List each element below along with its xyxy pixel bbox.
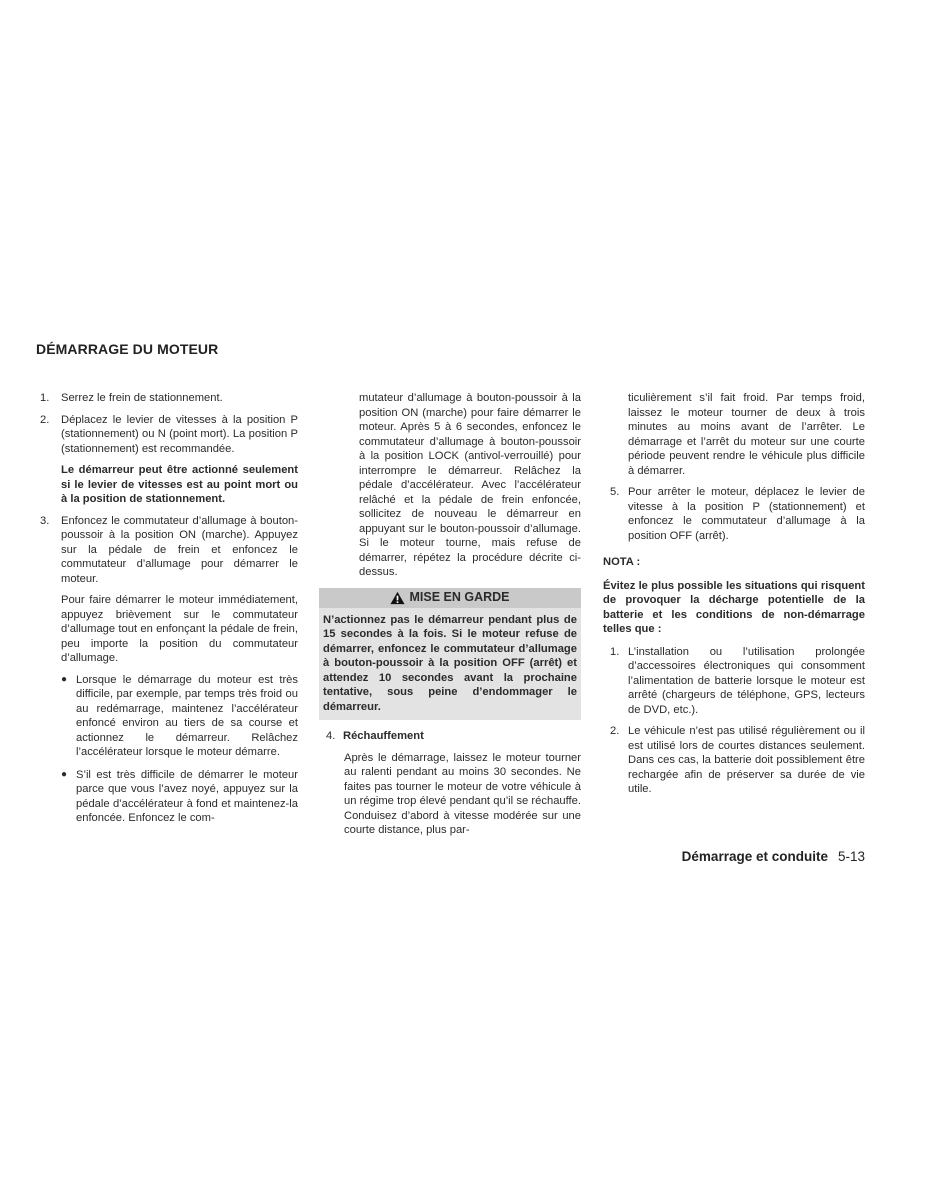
step-title: Réchauffement (343, 730, 424, 742)
step-2 (40, 413, 298, 457)
step-1 (40, 391, 298, 406)
step-number: 2. (40, 413, 50, 426)
continued-paragraph: mutateur d’allumage à bouton-poussoir à la position ON (marche) pour faire démarrer le moteur. Après 5 à 6 secondes, enfoncez le commutateur d’allumage à bouton-poussoir à la position LOCK (antivol-verrouillé) pour interrompre le démarreur. Relâchez la pédale d’accélérateur. Avec l’accélérateur relâché et la pédale de frein enfoncée, sollicitez de nouveau le démarreur en appuyant sur le bouton-poussoir d’allumage. Si le moteur tourne, mais refuse de démarrer, répétez la procédure décrite ci-dessus. (359, 392, 581, 578)
step-number: 4. (326, 730, 336, 742)
step-text: Pour arrêter le moteur, déplacez le levier de vitesse à la position P (stationnement) et enfoncez le commutateur d’allumage à la position OFF (arrêt). (628, 486, 865, 542)
step-text: Déplacez le levier de vitesses à la position P (stationnement) ou N (point mort). La position P (stationnement) est recommandée. (61, 413, 298, 455)
continued-paragraph: ticulièrement s’il fait froid. Par temps froid, laissez le moteur tourner de deux à trois minutes au moins avant de l’arrêter. Le démarrage et l’arrêt du moteur sur une courte période peuvent rendre le véhicule plus difficile à démarrer. (628, 392, 865, 477)
item-number: 1. (610, 645, 620, 658)
step-2-note: Le démarreur peut être actionné seulement si le levier de vitesses est au point mort ou à la position de stationnement. (61, 464, 298, 505)
item-number: 2. (610, 725, 620, 737)
nota-item-2 (610, 724, 865, 797)
bullet-text: Lorsque le démarrage du moteur est très difficile, par exemple, par temps très froid ou au redémarrage, maintenez l’accélérateur enfoncé environ au tiers de sa course et actionnez le démarreur. Relâchez l’accélérateur lorsque le moteur démarre. (76, 673, 298, 758)
item-text: Le véhicule n’est pas utilisé régulièrement ou il est utilisé lors de courtes distances seulement. Dans ces cas, la batterie doit possiblement être rechargée afin de préserver sa durée de vie utile. (628, 725, 865, 795)
page-footer (682, 849, 865, 864)
column-2 (319, 391, 581, 838)
chapter-title: Démarrage et conduite (681, 849, 828, 864)
step-number: 3. (40, 514, 50, 527)
step-number: 5. (610, 486, 620, 498)
step-3-paragraph: Pour faire démarrer le moteur immédiatement, appuyez brièvement sur le commutateur d’allumage tout en enfonçant la pédale de frein, peu importe la position du commutateur d’allumage. (61, 594, 298, 664)
step-text: Serrez le frein de stationnement. (61, 392, 223, 404)
step-text: Enfoncez le commutateur d’allumage à bouton-poussoir à la position ON (marche). Appuyez sur la pédale de frein et enfoncez le commutateur d’allumage pour démarrer le moteur. (61, 514, 298, 585)
bullet-dot-icon: ● (61, 768, 68, 780)
page-number: 5-13 (837, 849, 865, 864)
step-4-text: Après le démarrage, laissez le moteur tourner au ralenti pendant au moins 30 secondes. Ne faites pas tourner le moteur de votre véhicule à un régime trop élevé pendant qu’il se réchauffe. Conduisez d’abord à vitesse modérée sur une courte distance, plus par- (344, 751, 581, 836)
item-text: L’installation ou l’utilisation prolongée d’accessoires électroniques qui consomment l’alimentation de batterie lorsque le moteur est arrêté (chargeurs de téléphone, GPS, lecteurs de DVD, etc.). (628, 645, 865, 716)
nota-label: NOTA : (603, 556, 641, 568)
step-4-heading (326, 729, 581, 744)
column-1 (40, 391, 298, 834)
step-5 (610, 485, 865, 543)
bullet-item (61, 673, 298, 760)
warning-text: N’actionnez pas le démarreur pendant plus de 15 secondes à la fois. Si le moteur refuse de démarrer, enfoncez le commutateur d’allumage à bouton-poussoir à la position OFF (arrêt) et attendez 10 secondes avant la prochaine tentative, sous peine d’endommager le démarreur. (319, 608, 581, 721)
warning-title: MISE EN GARDE (409, 590, 510, 605)
bullet-item (61, 768, 298, 826)
warning-header (319, 588, 581, 608)
step-3 (40, 514, 298, 587)
section-title: DÉMARRAGE DU MOTEUR (36, 341, 219, 357)
nota-text: Évitez le plus possible les situations qui risquent de provoquer la décharge potentielle de la batterie et les conditions de non-démarrage telles que : (603, 579, 865, 635)
bullet-text: S’il est très difficile de démarrer le moteur parce que vous l’avez noyé, appuyez sur la pédale d’accélérateur à fond et maintenez-la enfoncée. Enfoncez le com- (76, 768, 298, 824)
step-number: 1. (40, 392, 50, 404)
bullet-dot-icon: ● (61, 673, 68, 685)
column-3 (603, 391, 865, 804)
nota-item-1 (610, 645, 865, 718)
warning-triangle-icon (390, 591, 405, 605)
